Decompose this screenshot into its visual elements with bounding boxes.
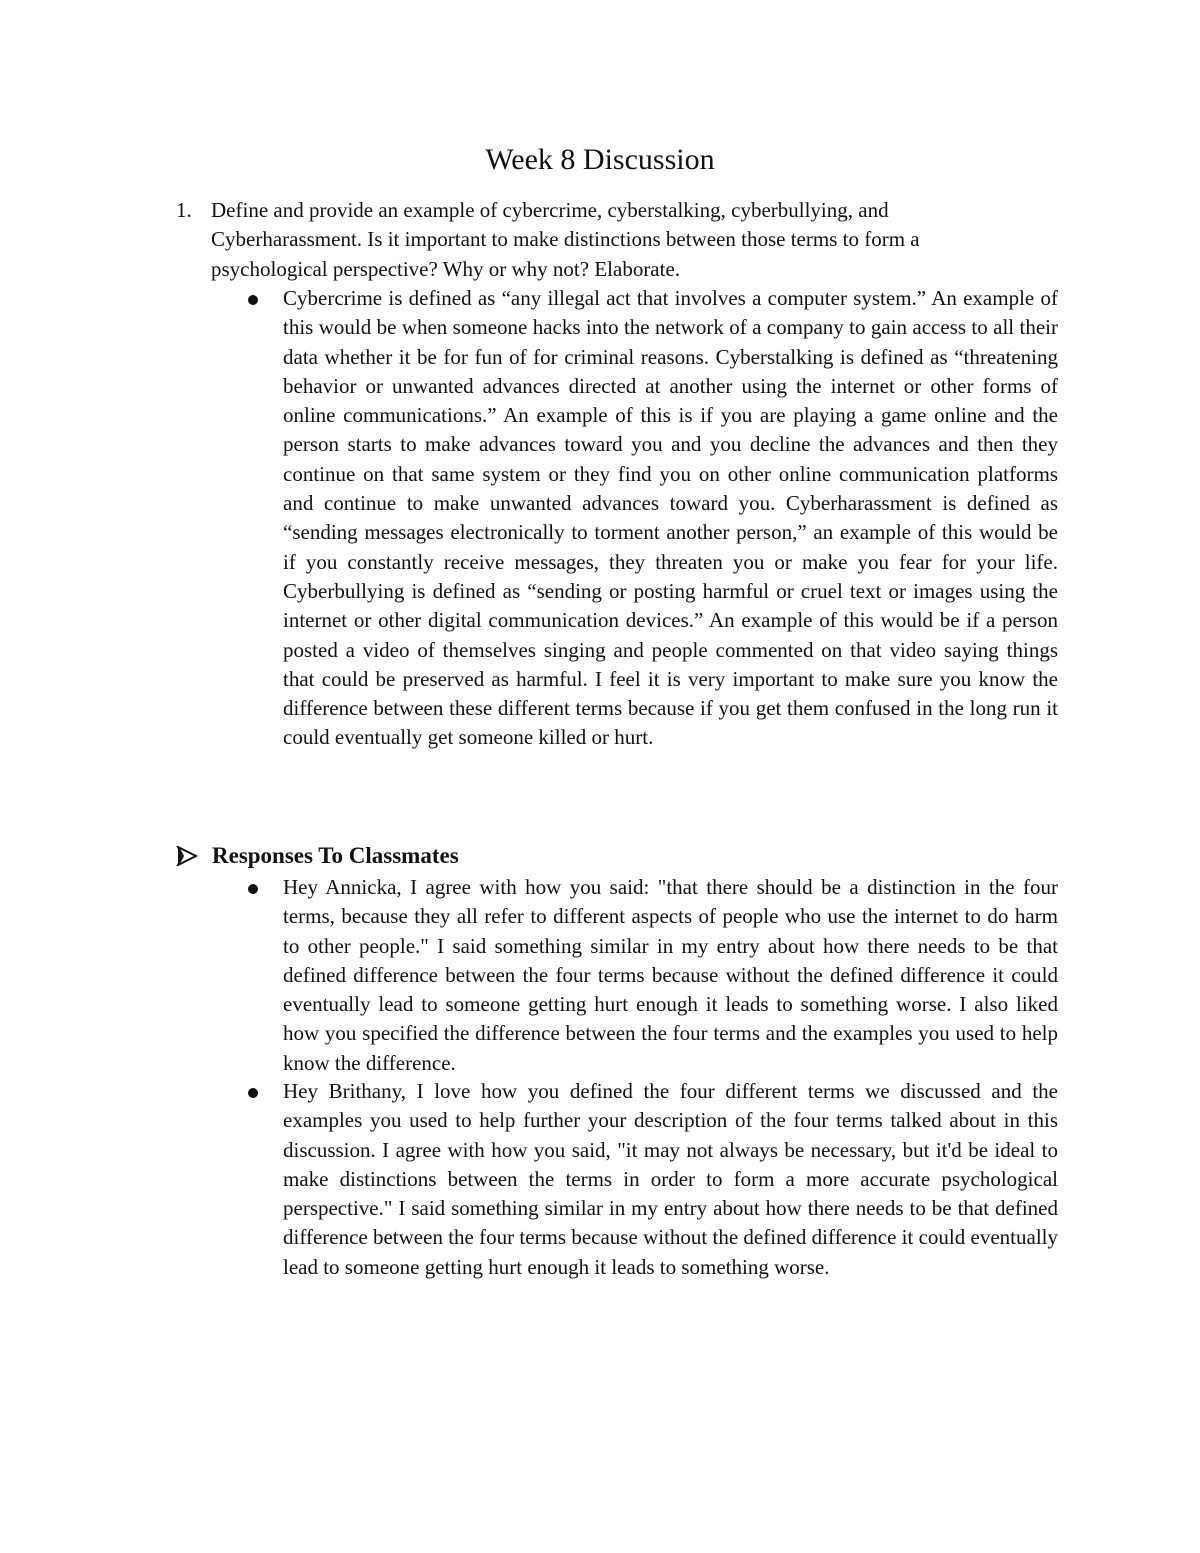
answer-paragraph: Cybercrime is defined as “any illegal act that involves a computer system.” An example of this would be when someone hacks into the network of a company to gain access to all their data whether it be for fun of for criminal reasons. Cyberstalking is defined as “threatening behavior or unwanted advances directed at another using the internet or other forms of online communications.” An example of this is if you are playing a game online and the person starts to make advances toward you and you decline the advances and then they continue on that same system or they find you on other online communication platforms and continue to make unwanted advances toward you. Cyberharassment is defined as “sending messages electronically to torment another person,” an example of this would be if you constantly receive messages, they threaten you or make you fear for your life. Cyberbullying is defined as “sending or posting harmful or cruel text or images using the internet or other digital communication devices.” An example of this would be if a person posted a video of themselves singing and people commented on that video saying things that could be preserved as harmful. I feel it is very important to make sure you know the difference between these different terms because if you get them confused in the long run it could eventually get someone killed or hurt.: [283, 286, 1058, 750]
bullet-icon: [248, 295, 258, 305]
bullet-icon: [248, 884, 258, 894]
arrow-bullet-icon: [176, 846, 198, 866]
question-text: Define and provide an example of cybercrime, cyberstalking, cyberbullying, and Cyberharassment. Is it important to make distinctions between those terms to form a psychological perspective? Why or why not? Elaborate.: [211, 198, 920, 281]
question-number: 1.: [176, 198, 192, 222]
page-title: Week 8 Discussion: [485, 143, 715, 176]
question-item: [176, 196, 1046, 284]
responses-heading-label: Responses To Classmates: [212, 843, 459, 868]
bullet-icon: [248, 1088, 258, 1098]
response-paragraph: Hey Brithany, I love how you defined the four different terms we discussed and the examples you used to help further your description of the four terms talked about in this discussion. I agree with how you said, "it may not always be necessary, but it'd be ideal to make distinctions between the terms in order to form a more accurate psychological perspective." I said something similar in my entry about how there needs to be that defined difference between the four terms because without the defined difference it could eventually lead to someone getting hurt enough it leads to something worse.: [283, 1079, 1058, 1279]
responses-heading: [176, 840, 459, 872]
response-paragraph: Hey Annicka, I agree with how you said: "that there should be a distinction in the four terms, because they all refer to different aspects of people who use the internet to do harm to other people." I said something similar in my entry about how there needs to be that defined difference between the four terms because without the defined difference it could eventually lead to someone getting hurt enough it leads to something worse. I also liked how you specified the difference between the four terms and the examples you used to help know the difference.: [283, 875, 1058, 1075]
